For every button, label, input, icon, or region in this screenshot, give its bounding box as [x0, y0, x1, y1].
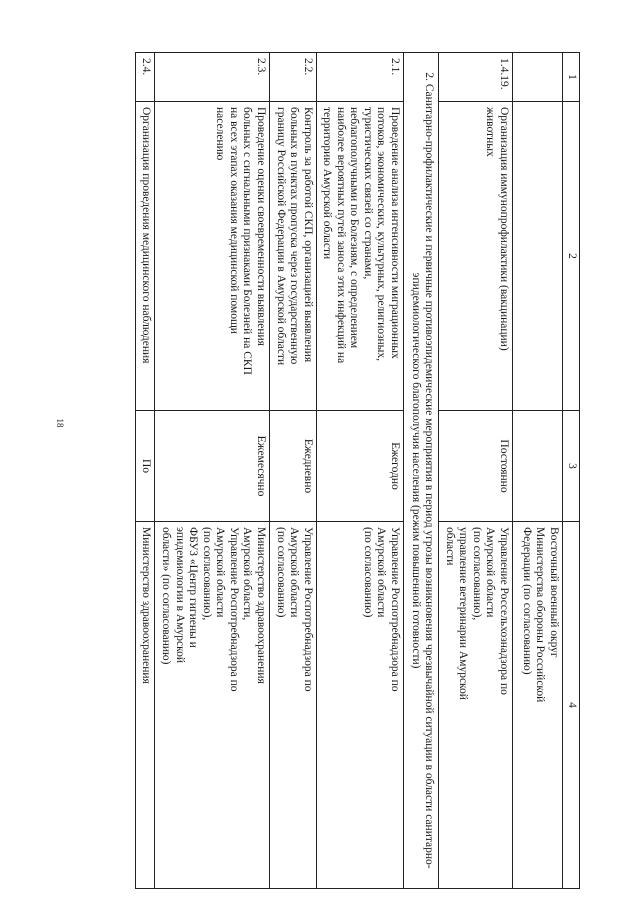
row-responsible: Управление Россельхознадзора по Амурской области (по согласованию), управление ветеринарии Амурской области [439, 522, 513, 889]
row-action [513, 102, 563, 411]
table-row [316, 53, 403, 889]
section-title: 2. Санитарно-профилактические и первичные противоэпидемические мероприятия в период угрозы возникновения чрезвычайной ситуации в области санитарно-эпидемиологического благополучия населения (режим повышенной готовности) [404, 53, 439, 889]
row-term: Ежегодно [316, 411, 403, 522]
header-col-4: 4 [563, 522, 580, 889]
section-header-row [404, 53, 439, 889]
page-number: 18 [55, 418, 65, 428]
row-number: 2.4. [135, 53, 155, 102]
document-page [94, 52, 580, 869]
row-responsible: Министерство здравоохранения [135, 522, 155, 889]
table-row [135, 53, 155, 889]
row-responsible: Восточный военный округ Министерства обороны Российской Федерации (по согласованию) [513, 522, 563, 889]
row-term: По [135, 411, 155, 522]
row-term: Ежедневно [270, 411, 317, 522]
row-number: 2.2. [270, 53, 317, 102]
row-responsible: Министерство здравоохранения Амурской области, Управление Роспотребнадзора по Амурской области (по согласованию), ФБУЗ «Центр гигиены и эпидемиологии в Амурской области» (по согласованию) [155, 522, 270, 889]
header-col-1: 1 [563, 53, 580, 102]
row-action: Организация иммунопрофилактики (вакцинации) животных [439, 102, 513, 411]
row-responsible: Управление Роспотребнадзора по Амурской области (по согласованию) [316, 522, 403, 889]
row-term [513, 411, 563, 522]
table-row [439, 53, 513, 889]
row-number [513, 53, 563, 102]
table-row [270, 53, 317, 889]
row-number: 2.3. [155, 53, 270, 102]
header-col-2: 2 [563, 102, 580, 411]
row-action: Проведение анализа интенсивности миграционных потоков, экономических, культурных, религиозных, туристических связей со странами, неблагополучными по Болезням, с определением наиболее вероятных путей заноса этих инфекций на территорию Амурской области [316, 102, 403, 411]
table-header-row [563, 53, 580, 889]
table-row [513, 53, 563, 889]
rotated-table-container [94, 52, 580, 869]
row-action: Организация проведения медицинского наблюдения [135, 102, 155, 411]
row-action: Проведение оценки своевременности выявления больных с сигнальными признаками Болезней на СКП на всех этапах оказания медицинской помощи населению [155, 102, 270, 411]
row-action: Контроль за работой СКП, организацией выявления больных в пунктах пропуска через государственную границу Российской Федерации в Амурской области [270, 102, 317, 411]
measures-table [135, 52, 580, 889]
row-number: 1.4.19. [439, 53, 513, 102]
row-number: 2.1. [316, 53, 403, 102]
row-term: Ежемесячно [155, 411, 270, 522]
table-row [155, 53, 270, 889]
row-term: Постоянно [439, 411, 513, 522]
header-col-3: 3 [563, 411, 580, 522]
row-responsible: Управление Роспотребнадзора по Амурской области (по согласованию) [270, 522, 317, 889]
